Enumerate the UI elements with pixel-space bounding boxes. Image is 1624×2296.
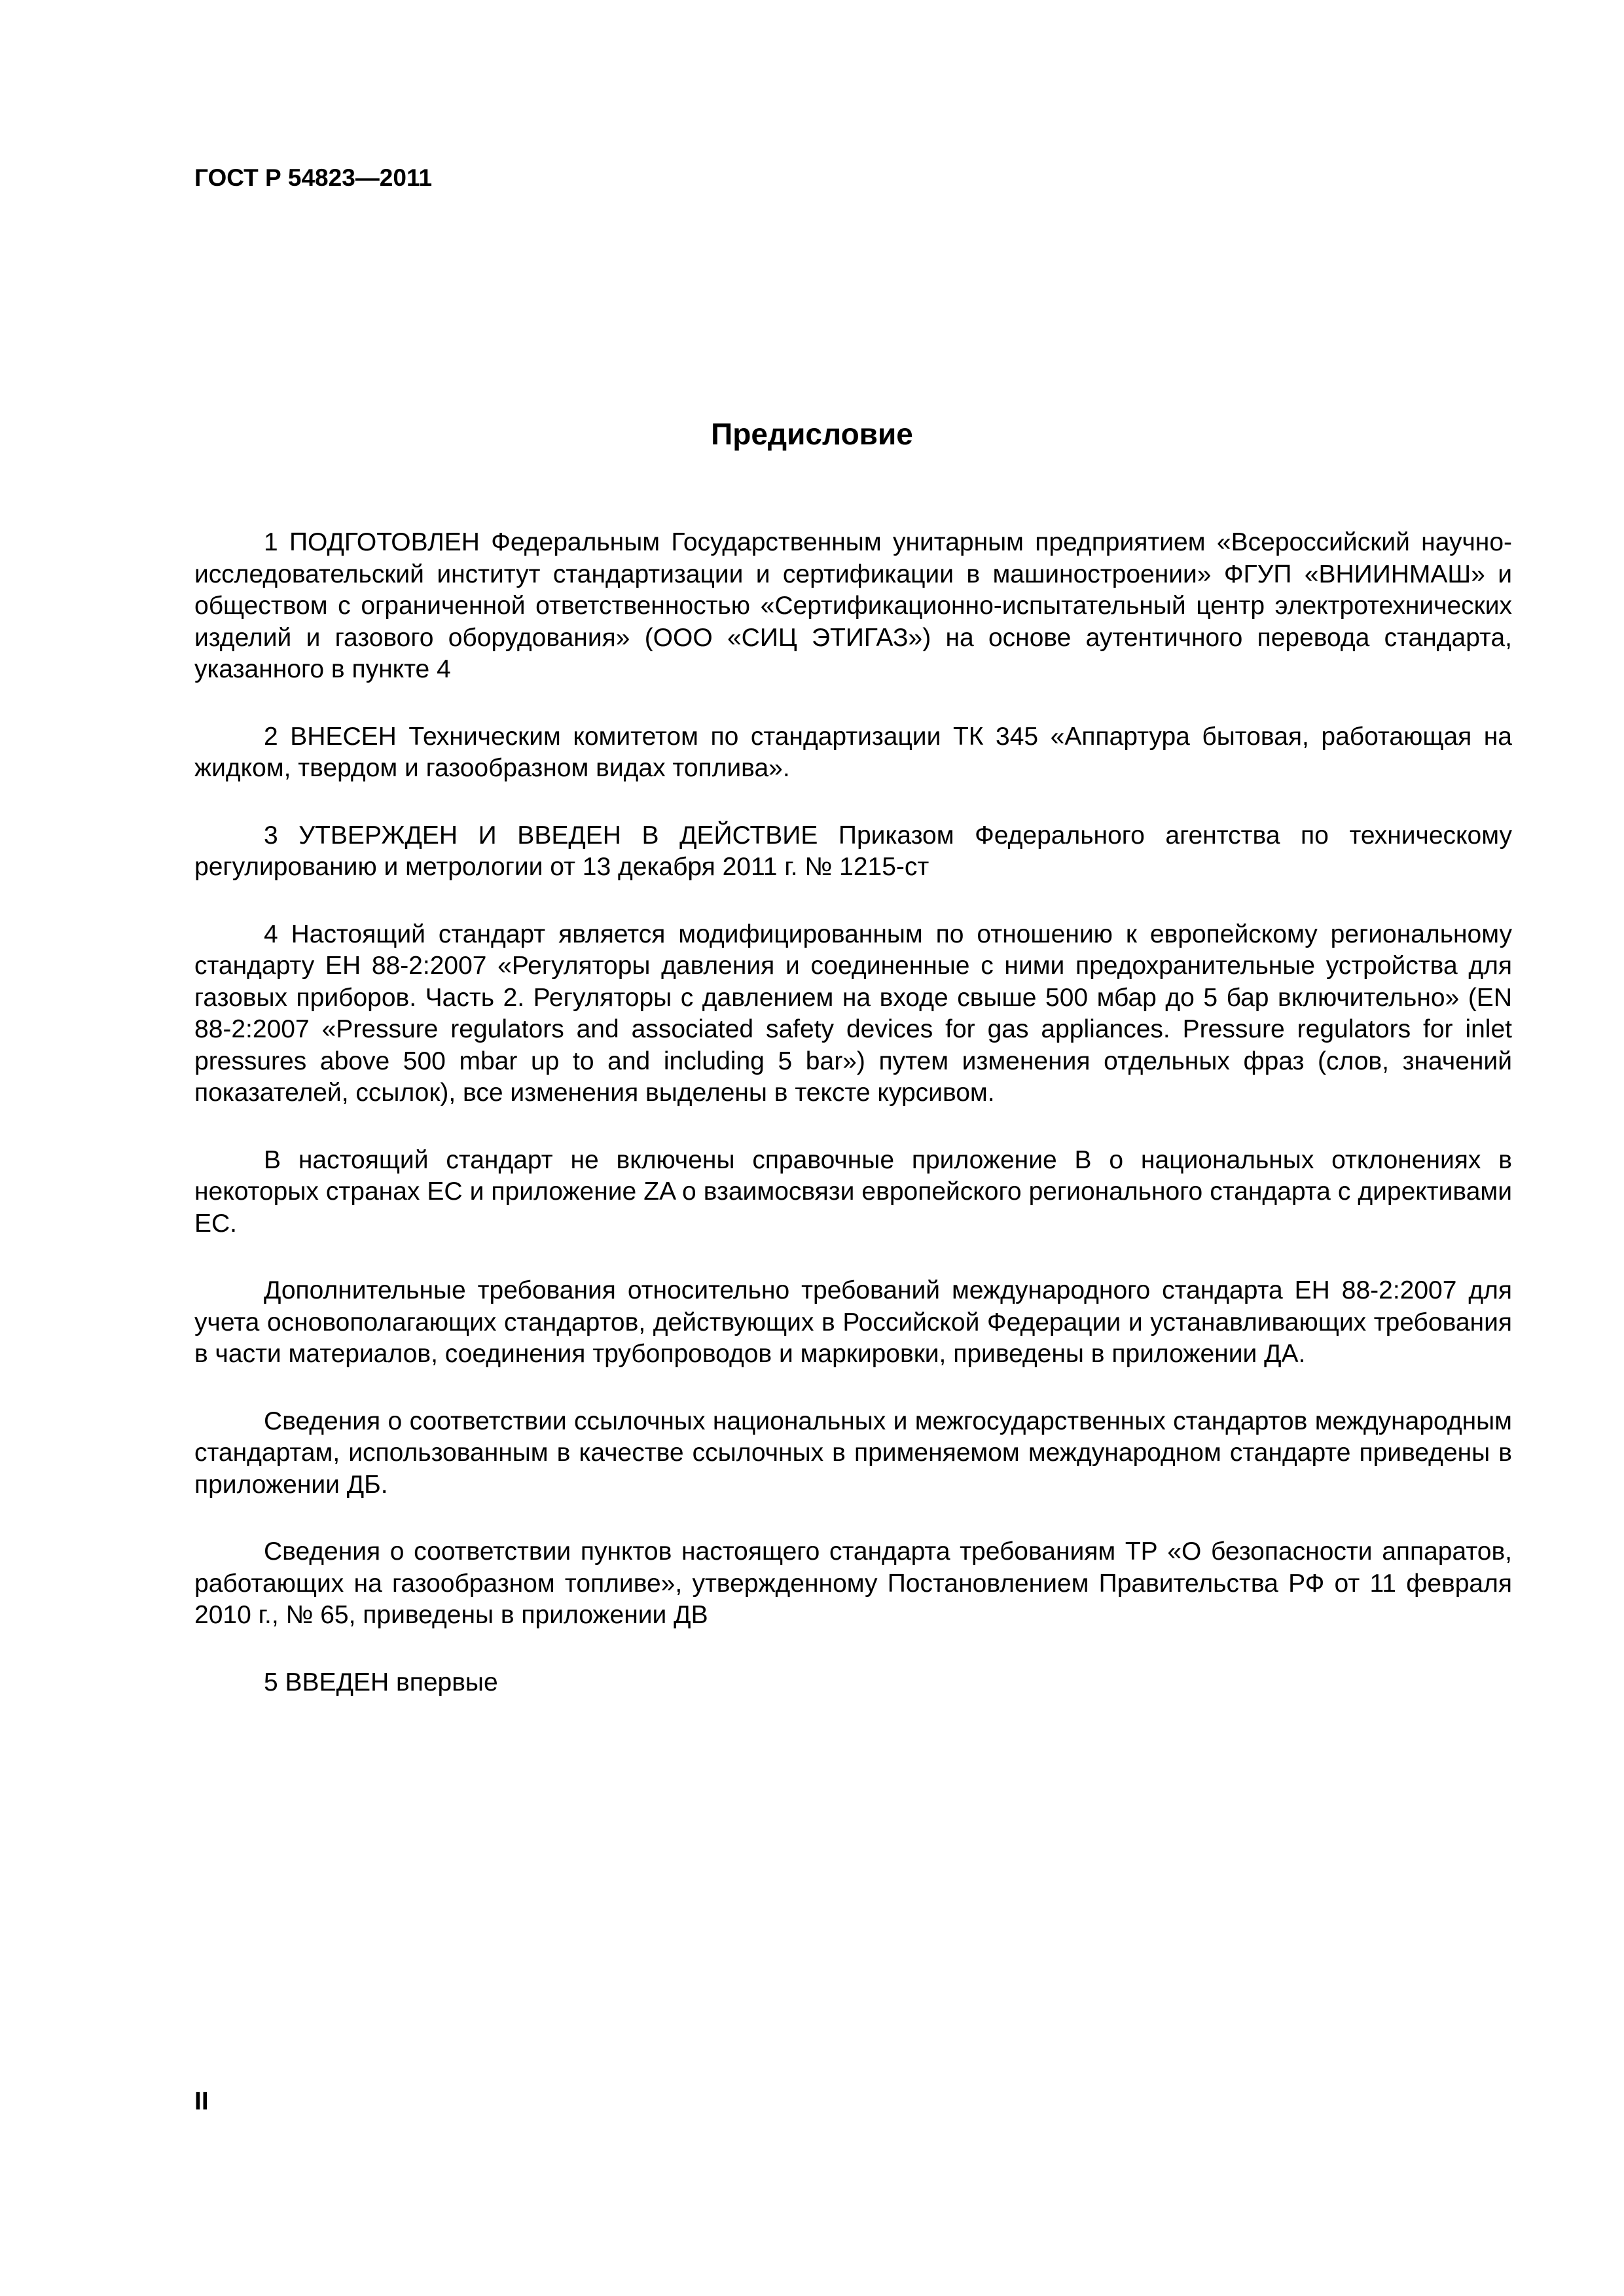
page-number: II: [194, 2087, 209, 2115]
paragraph-modified-standard: 4 Настоящий стандарт является модифицированным по отношению к европейскому региональному стандарту ЕН 88-2:2007 «Регуляторы давления и соединенные с ними предохранительные устройства для газовых приборов. Часть 2. Регуляторы с давлением на входе свыше 500 мбар до 5 бар включительно» (EN 88-2:2007 «Pressure regulators and associated safety devices for gas appliances. Pressure regulators for inlet pressures above 500 mbar up to and including 5 bar») путем изменения отдельных фраз (слов, значений показателей, ссылок), все изменения выделены в тексте курсивом.: [194, 920, 1512, 1107]
foreword-body: [194, 527, 1512, 1734]
paragraph-additional-requirements: Дополнительные требования относительно требований международного стандарта ЕН 88-2:2007 для учета основополагающих стандартов, действующих в Российской Федерации и устанавливающих требования в части материалов, соединения трубопроводов и маркировки, приведены в приложении ДА.: [194, 1276, 1512, 1368]
paragraph-technical-regulation: Сведения о соответствии пунктов настоящего стандарта требованиям ТР «О безопасности аппаратов, работающих на газообразном топливе», утвержденному Постановлением Правительства РФ от 11 февраля 2010 г., № 65, приведены в приложении ДВ: [194, 1537, 1512, 1629]
paragraph-reference-standards: Сведения о соответствии ссылочных национальных и межгосударственных стандартов международным стандартам, использованным в качестве ссылочных в применяемом международном стандарте приведены в приложении ДБ.: [194, 1407, 1512, 1499]
paragraph-prepared: 1 ПОДГОТОВЛЕН Федеральным Государственным унитарным предприятием «Всероссийский научно-исследовательский институт стандартизации и сертификации в машиностроении» ФГУП «ВНИИНМАШ» и обществом с ограниченной ответственностью «Сертификационно-испытательный центр электротехнических изделий и газового оборудования» (ООО «СИЦ ЭТИГАЗ») на основе аутентичного перевода стандарта, указанного в пункте 4: [194, 528, 1512, 683]
paragraph-approved: 3 УТВЕРЖДЕН И ВВЕДЕН В ДЕЙСТВИЕ Приказом Федерального агентства по техническому регулированию и метрологии от 13 декабря 2011 г. № 1215-ст: [194, 821, 1512, 881]
document-code-header: ГОСТ Р 54823—2011: [194, 164, 433, 191]
paragraph-excluded-annexes: В настоящий стандарт не включены справочные приложение В о национальных отклонениях в некоторых странах ЕС и приложение ZA о взаимосвязи европейского регионального стандарта с директивами ЕС.: [194, 1145, 1512, 1238]
paragraph-introduced: 2 ВНЕСЕН Техническим комитетом по стандартизации ТК 345 «Аппартура бытовая, работающая на жидком, твердом и газообразном видах топлива».: [194, 722, 1512, 782]
paragraph-first-introduced: 5 ВВЕДЕН впервые: [264, 1668, 498, 1696]
page-title: Предисловие: [711, 417, 913, 451]
